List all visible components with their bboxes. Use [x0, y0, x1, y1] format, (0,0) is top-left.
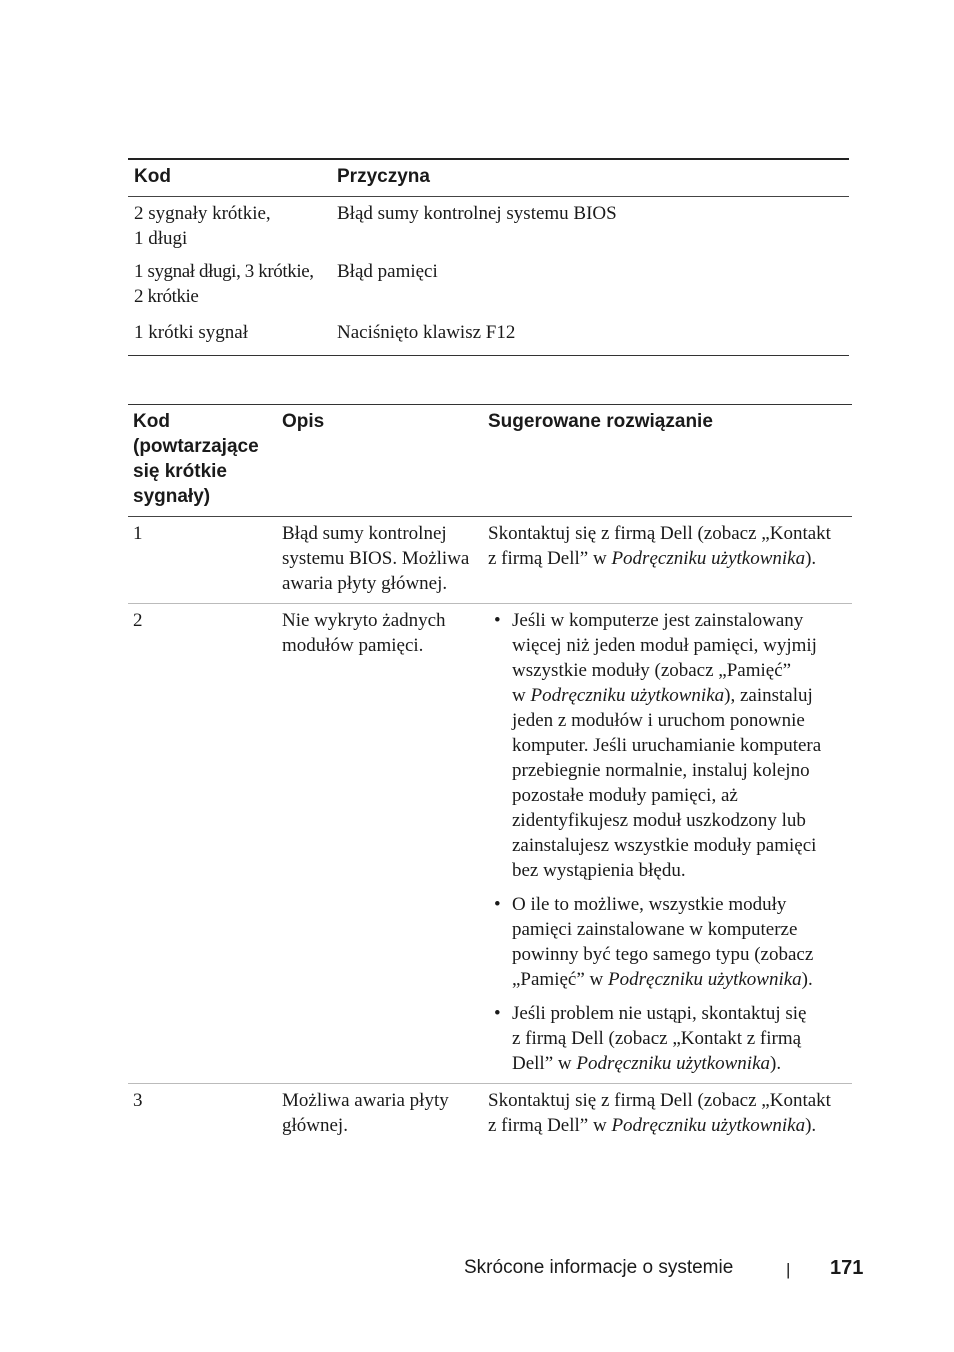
text-line	[512, 892, 846, 917]
text-line	[512, 708, 846, 733]
text-segment: O ile to możliwe, wszystkie moduły	[512, 894, 787, 915]
cell-line: awaria płyty głównej.	[282, 573, 448, 594]
cell-opis	[282, 521, 478, 596]
cell-kod	[134, 320, 334, 345]
italic-reference: Podręczniku użytkownika	[530, 685, 725, 706]
table-row	[128, 1084, 852, 1144]
cell-line: modułów pamięci.	[282, 635, 424, 656]
text-segment: Skontaktuj się z firmą Dell (zobacz „Kontakt	[488, 523, 831, 544]
text-line	[488, 521, 846, 546]
text-line	[512, 833, 846, 858]
cell-kod	[134, 201, 334, 251]
table-row	[128, 517, 852, 604]
text-segment: komputer. Jeśli uruchamianie komputera	[512, 735, 822, 756]
text-line	[512, 808, 846, 833]
text-segment: Jeśli w komputerze jest zainstalowany	[512, 610, 804, 631]
italic-reference: Podręczniku użytkownika	[611, 1115, 806, 1136]
text-line	[512, 658, 846, 683]
text-segment: bez wystąpienia błędu.	[512, 860, 686, 881]
header-line: (powtarzające	[133, 436, 259, 457]
cell-line: 1 długi	[134, 228, 188, 249]
table-header	[128, 404, 852, 517]
text-segment: ).	[805, 548, 817, 569]
header-line: się krótkie	[133, 461, 227, 482]
text-segment: pamięci zainstalowane w komputerze	[512, 919, 798, 940]
text-line	[512, 1001, 846, 1026]
text-line	[488, 1113, 846, 1138]
text-segment: pozostałe moduły pamięci, aż	[512, 785, 738, 806]
italic-reference: Podręczniku użytkownika	[608, 969, 802, 990]
text-segment: powinny być tego samego typu (zobacz	[512, 944, 814, 965]
header-kod	[133, 409, 273, 509]
header-przyczyna: Przyczyna	[337, 166, 430, 187]
cell-line: 1 krótki sygnał	[134, 322, 248, 343]
text-line	[512, 1051, 846, 1076]
text-segment: z firmą Dell” w	[488, 548, 612, 569]
cell-line: 1 sygnał długi, 3 krótkie,	[134, 261, 314, 282]
header-kod: Kod	[134, 166, 171, 187]
text-line	[512, 733, 846, 758]
text-segment: przebiegnie normalnie, instaluj kolejno	[512, 760, 810, 781]
cell-line: Nie wykryto żadnych	[282, 610, 446, 631]
header-line: sygnały)	[133, 486, 211, 507]
bullet-item	[488, 608, 846, 883]
text-segment: ), zainstaluj	[724, 685, 813, 706]
cell-przyczyna: Błąd sumy kontrolnej systemu BIOS	[337, 203, 617, 224]
page-number: 171	[830, 1257, 864, 1279]
text-line	[512, 758, 846, 783]
cell-opis	[282, 608, 478, 658]
text-segment: Jeśli problem nie ustąpi, skontaktuj się	[512, 1003, 807, 1024]
bullet-item	[488, 892, 846, 992]
cell-line: 2 sygnały krótkie,	[134, 203, 271, 224]
table-header	[128, 158, 849, 197]
cell-line: głównej.	[282, 1115, 348, 1136]
table-row	[128, 201, 849, 259]
header-opis: Opis	[282, 411, 325, 432]
repeating-beep-table	[128, 404, 852, 1144]
cell-kod: 2	[133, 610, 143, 631]
text-segment: „Pamięć” w	[512, 969, 609, 990]
text-segment: z firmą Dell” w	[488, 1115, 612, 1136]
text-line	[512, 917, 846, 942]
italic-reference: Podręczniku użytkownika	[576, 1053, 771, 1074]
header-line: Kod	[133, 411, 170, 432]
cell-opis	[282, 1088, 478, 1138]
text-segment: z firmą Dell (zobacz „Kontakt z firmą	[512, 1028, 802, 1049]
table-row	[128, 604, 852, 1084]
text-line	[512, 608, 846, 633]
text-line	[488, 546, 846, 571]
text-segment: Skontaktuj się z firmą Dell (zobacz „Kontakt	[488, 1090, 831, 1111]
bullet-item	[488, 1001, 846, 1076]
italic-reference: Podręczniku użytkownika	[611, 548, 806, 569]
cell-line: Błąd sumy kontrolnej	[282, 523, 447, 544]
cell-rozwiazanie	[488, 1088, 846, 1138]
solution-bullet-list	[488, 608, 846, 1076]
text-line	[512, 1026, 846, 1051]
cell-rozwiazanie	[488, 521, 846, 571]
cell-przyczyna: Błąd pamięci	[337, 261, 438, 282]
text-segment: wszystkie moduły (zobacz „Pamięć”	[512, 660, 792, 681]
text-segment: ).	[770, 1053, 782, 1074]
table-row	[128, 259, 849, 320]
text-segment: w	[512, 685, 531, 706]
text-segment: jeden z modułów i uruchom ponownie	[512, 710, 805, 731]
text-segment: ).	[801, 969, 813, 990]
text-segment: zainstalujesz wszystkie moduły pamięci	[512, 835, 817, 856]
cell-line: 2 krótkie	[134, 286, 199, 307]
cell-kod: 3	[133, 1090, 143, 1111]
text-line	[512, 783, 846, 808]
cell-line: Możliwa awaria płyty	[282, 1090, 449, 1111]
text-segment: ).	[805, 1115, 817, 1136]
text-segment: zidentyfikujesz moduł uszkodzony lub	[512, 810, 806, 831]
text-segment: Dell” w	[512, 1053, 577, 1074]
beep-code-table	[128, 158, 849, 356]
cell-line: systemu BIOS. Możliwa	[282, 548, 470, 569]
text-line	[512, 967, 846, 992]
cell-kod	[134, 259, 334, 309]
text-segment: więcej niż jeden moduł pamięci, wyjmij	[512, 635, 817, 656]
text-line	[512, 858, 846, 883]
text-line	[512, 683, 846, 708]
cell-kod: 1	[133, 523, 143, 544]
text-line	[512, 942, 846, 967]
footer-section-title: Skrócone informacje o systemie	[464, 1257, 734, 1278]
footer-separator: |	[786, 1260, 791, 1279]
cell-rozwiazanie	[488, 608, 846, 1085]
text-line	[488, 1088, 846, 1113]
cell-przyczyna: Naciśnięto klawisz F12	[337, 322, 516, 343]
text-line	[512, 633, 846, 658]
table-row	[128, 320, 849, 356]
header-rozwiazanie: Sugerowane rozwiązanie	[488, 411, 713, 432]
